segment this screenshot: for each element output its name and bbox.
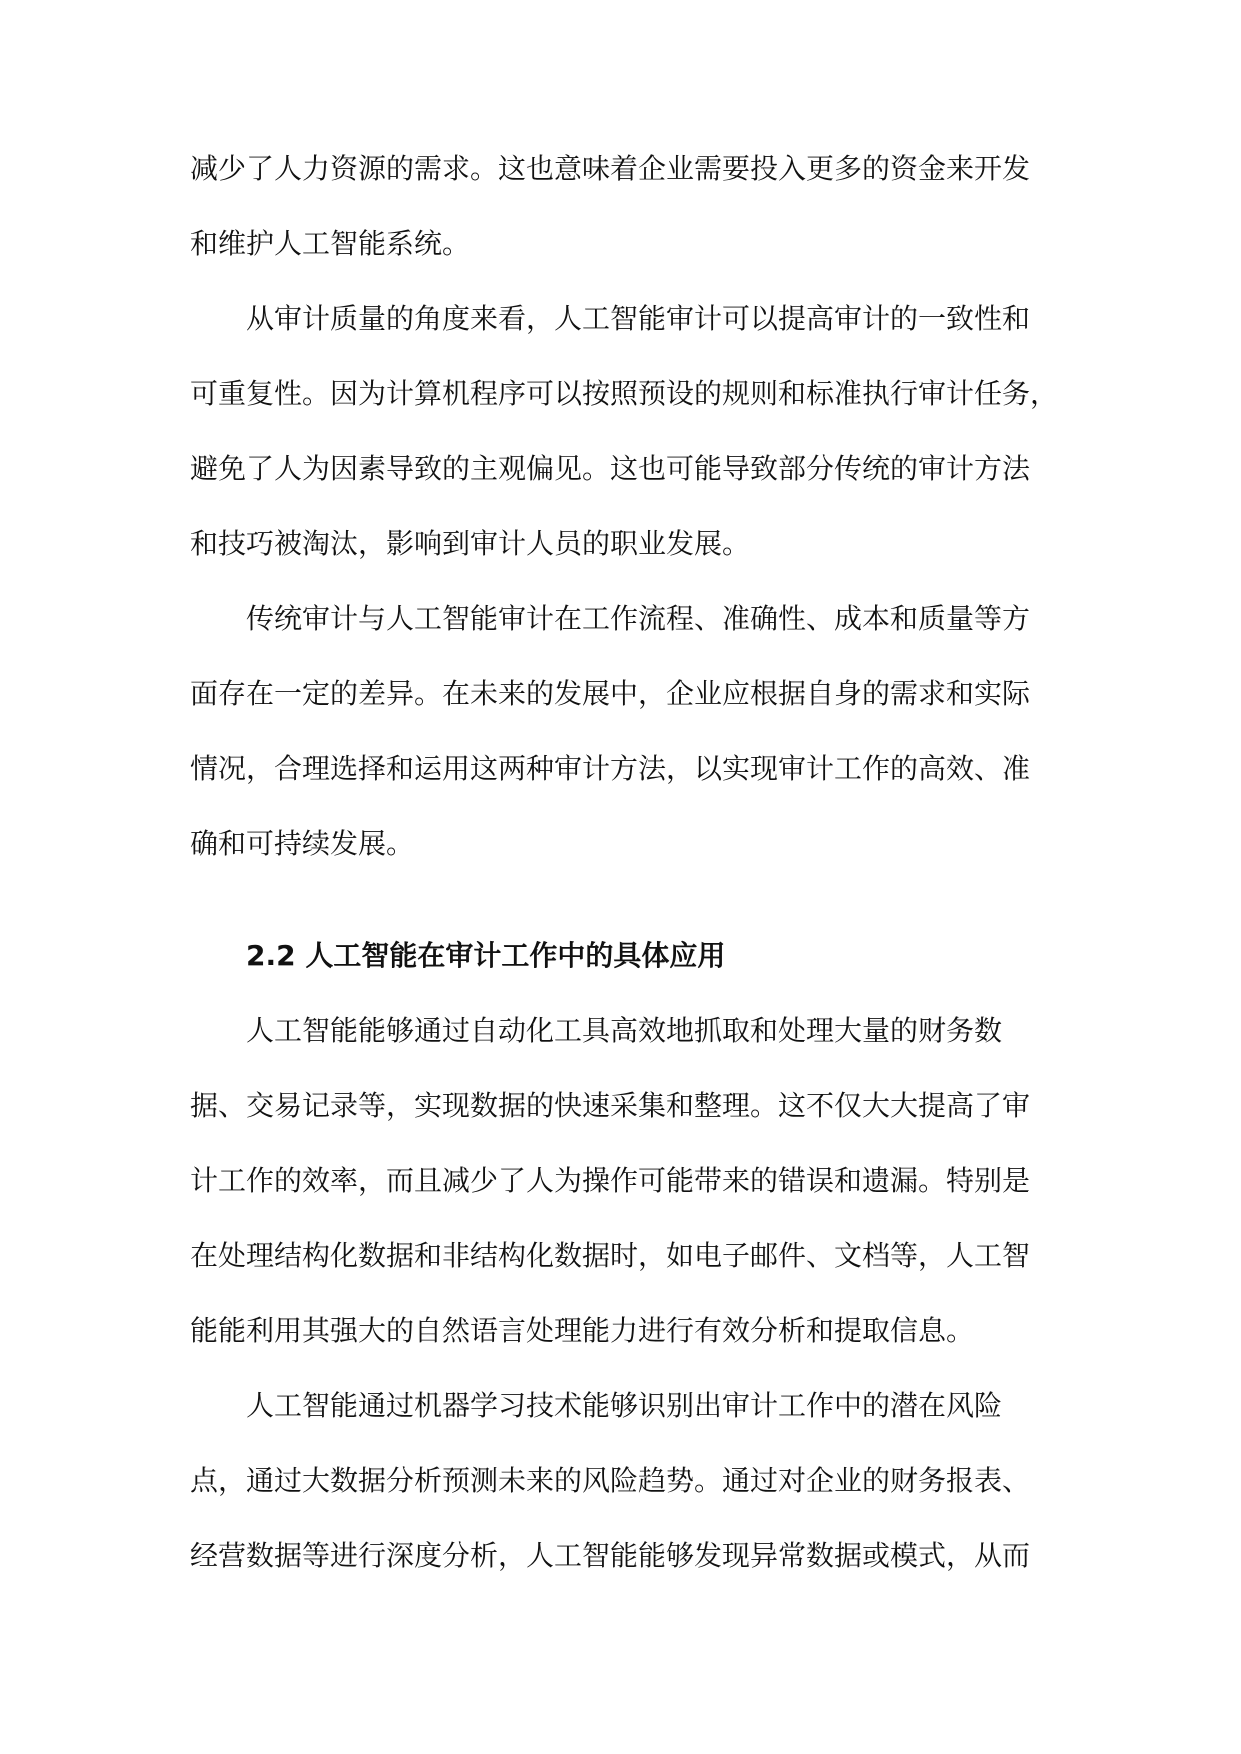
text-line: 和技巧被淘汰，影响到审计人员的职业发展。 [190, 527, 751, 560]
text-line: 据、交易记录等，实现数据的快速采集和整理。这不仅大大提高了审 [190, 1089, 1031, 1122]
text-line: 和维护人工智能系统。 [190, 227, 471, 260]
paragraph-first-line: 人工智能通过机器学习技术能够识别出审计工作中的潜在风险 [246, 1389, 1003, 1422]
text-line: 点，通过大数据分析预测未来的风险趋势。通过对企业的财务报表、 [190, 1464, 1031, 1497]
text-line: 计工作的效率，而且减少了人为操作可能带来的错误和遗漏。特别是 [190, 1164, 1031, 1197]
section-heading: 2.2 人工智能在审计工作中的具体应用 [246, 939, 726, 972]
text-line: 经营数据等进行深度分析，人工智能能够发现异常数据或模式，从而 [190, 1539, 1031, 1572]
text-line: 能能利用其强大的自然语言处理能力进行有效分析和提取信息。 [190, 1314, 975, 1347]
paragraph-first-line: 人工智能能够通过自动化工具高效地抓取和处理大量的财务数 [246, 1014, 1003, 1047]
text-line: 在处理结构化数据和非结构化数据时，如电子邮件、文档等，人工智 [190, 1239, 1031, 1272]
text-line: 确和可持续发展。 [190, 827, 415, 860]
text-line: 情况，合理选择和运用这两种审计方法，以实现审计工作的高效、准 [190, 752, 1031, 785]
text-line: 可重复性。因为计算机程序可以按照预设的规则和标准执行审计任务， [190, 377, 1059, 410]
text-line: 减少了人力资源的需求。这也意味着企业需要投入更多的资金来开发 [190, 152, 1031, 185]
text-line: 面存在一定的差异。在未来的发展中，企业应根据自身的需求和实际 [190, 677, 1031, 710]
section-gap [190, 896, 1052, 933]
paragraph-first-line: 从审计质量的角度来看，人工智能审计可以提高审计的一致性和 [246, 302, 1031, 335]
text-line: 避免了人为因素导致的主观偏见。这也可能导致部分传统的审计方法 [190, 452, 1031, 485]
paragraph-first-line: 传统审计与人工智能审计在工作流程、准确性、成本和质量等方 [246, 602, 1031, 635]
document-body [190, 146, 1059, 1608]
